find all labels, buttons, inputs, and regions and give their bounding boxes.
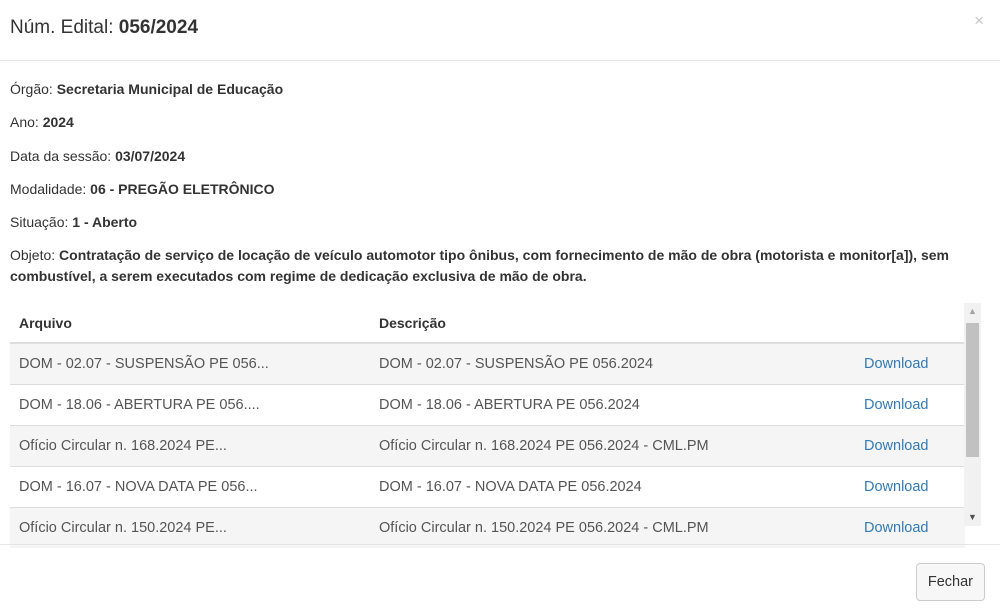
table-row (10, 466, 965, 507)
modal-header (0, 0, 1000, 61)
modalidade-label: Modalidade: (10, 181, 87, 197)
modalidade-line (10, 181, 275, 197)
objeto-value: Contratação de serviço de locação de veículo automotor tipo ônibus, com fornecimento de mão de obra (motorista e monitor[a]), sem combustível, a serem executados com regime de dedicação exclusiva de mão de obra. (10, 247, 949, 284)
arquivo-cell: DOM - 02.07 - SUSPENSÃO PE 056... (10, 343, 370, 384)
descricao-cell: DOM - 02.07 - SUSPENSÃO PE 056.2024 (370, 343, 855, 384)
download-link[interactable]: Download (864, 519, 929, 536)
download-link[interactable]: Download (864, 437, 929, 454)
descricao-cell: DOM - 18.06 - ABERTURA PE 056.2024 (370, 384, 855, 425)
arquivo-cell: DOM - 16.07 - NOVA DATA PE 056... (10, 466, 370, 507)
arquivos-table-container[interactable] (10, 303, 984, 536)
arquivos-table (10, 303, 965, 548)
title-value: 056/2024 (118, 17, 199, 38)
download-link[interactable]: Download (864, 478, 929, 495)
modal-title (10, 17, 198, 39)
fechar-button[interactable]: Fechar (916, 563, 985, 601)
data-sessao-value: 03/07/2024 (115, 148, 186, 164)
modalidade-value: 06 - PREGÃO ELETRÔNICO (90, 181, 275, 197)
ano-label: Ano: (10, 114, 39, 130)
close-icon[interactable]: × (974, 11, 984, 30)
situacao-value: 1 - Aberto (72, 214, 138, 230)
objeto-line (10, 245, 970, 287)
download-link[interactable]: Download (864, 355, 929, 372)
header-acao (855, 303, 965, 343)
table-row (10, 507, 965, 548)
objeto-label: Objeto: (10, 247, 56, 263)
header-descricao: Descrição (370, 303, 855, 343)
table-row (10, 343, 965, 384)
table-header-row (10, 303, 965, 343)
table-scrollbar[interactable] (964, 303, 981, 526)
scroll-down-arrow-icon[interactable]: ▼ (968, 512, 977, 522)
orgao-label: Órgão: (10, 81, 53, 97)
table-row (10, 425, 965, 466)
scrollbar-thumb[interactable] (966, 323, 979, 457)
situacao-line (10, 214, 137, 230)
modal-footer (0, 544, 1000, 612)
data-sessao-label: Data da sessão: (10, 148, 112, 164)
table-row (10, 384, 965, 425)
descricao-cell: Ofício Circular n. 168.2024 PE 056.2024 - CML.PM (370, 425, 855, 466)
header-arquivo: Arquivo (10, 303, 370, 343)
arquivo-cell: Ofício Circular n. 168.2024 PE... (10, 425, 370, 466)
data-sessao-line (10, 148, 185, 164)
arquivo-cell: DOM - 18.06 - ABERTURA PE 056.... (10, 384, 370, 425)
descricao-cell: DOM - 16.07 - NOVA DATA PE 056.2024 (370, 466, 855, 507)
orgao-line (10, 81, 283, 97)
title-label: Núm. Edital: (10, 17, 114, 38)
descricao-cell: Ofício Circular n. 150.2024 PE 056.2024 - CML.PM (370, 507, 855, 548)
situacao-label: Situação: (10, 214, 69, 230)
orgao-value: Secretaria Municipal de Educação (56, 81, 284, 97)
ano-value: 2024 (42, 114, 74, 130)
ano-line (10, 114, 74, 130)
arquivo-cell: Ofício Circular n. 150.2024 PE... (10, 507, 370, 548)
scroll-up-arrow-icon[interactable]: ▲ (968, 306, 977, 316)
download-link[interactable]: Download (864, 396, 929, 413)
